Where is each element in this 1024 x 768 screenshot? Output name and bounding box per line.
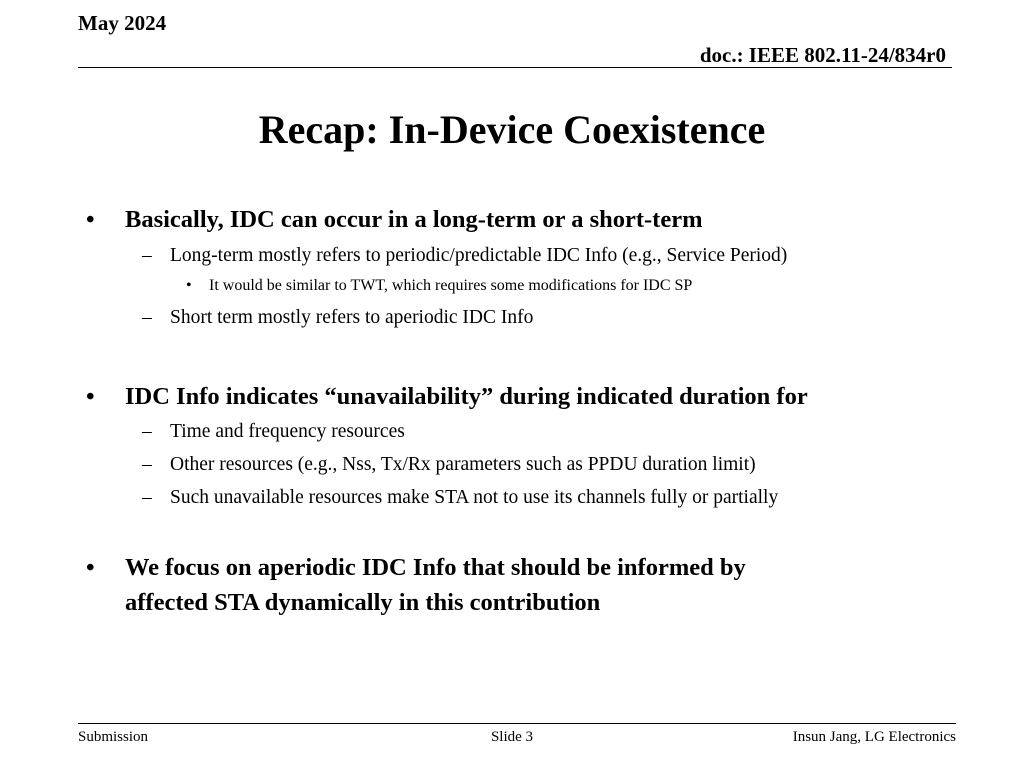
bullet-3-text-line-2: affected STA dynamically in this contribution [125, 589, 601, 616]
bullet-1-sub-2-text: Short term mostly refers to aperiodic IDC Info [170, 307, 534, 328]
footer-author: Insun Jang, LG Electronics [792, 729, 956, 745]
bullet-marker: • [86, 383, 95, 410]
slide-title: Recap: In-Device Coexistence [258, 107, 766, 152]
bullet-2-sub-1-text: Time and frequency resources [170, 421, 405, 442]
bullet-2-sub-2-text: Other resources (e.g., Nss, Tx/Rx parameters such as PPDU duration limit) [170, 454, 756, 475]
bullet-2-text: IDC Info indicates “unavailability” during indicated duration for [125, 383, 808, 410]
bullet-marker: • [86, 554, 95, 581]
sub-sub-bullet-marker: • [186, 277, 192, 294]
footer-submission: Submission [78, 729, 149, 745]
sub-bullet-marker: – [142, 454, 152, 475]
footer-divider [78, 723, 956, 724]
bullet-1-sub-1-text: Long-term mostly refers to periodic/predictable IDC Info (e.g., Service Period) [170, 245, 788, 266]
header-doc-id: doc.: IEEE 802.11-24/834r0 [699, 43, 946, 67]
bullet-marker: • [86, 206, 95, 233]
sub-bullet-marker: – [142, 487, 152, 508]
bullet-3-text-line-1: We focus on aperiodic IDC Info that should be informed by [125, 554, 746, 581]
bullet-2-sub-3-text: Such unavailable resources make STA not to use its channels fully or partially [170, 487, 779, 508]
header-date: May 2024 [78, 11, 167, 35]
sub-bullet-marker: – [142, 307, 152, 328]
bullet-1-sub-1-sub-1-text: It would be similar to TWT, which requires some modifications for IDC SP [209, 277, 693, 294]
footer-slide-number: Slide 3 [490, 729, 534, 745]
sub-bullet-marker: – [142, 245, 152, 266]
bullet-1-text: Basically, IDC can occur in a long-term or a short-term [125, 206, 703, 233]
sub-bullet-marker: – [142, 421, 152, 442]
